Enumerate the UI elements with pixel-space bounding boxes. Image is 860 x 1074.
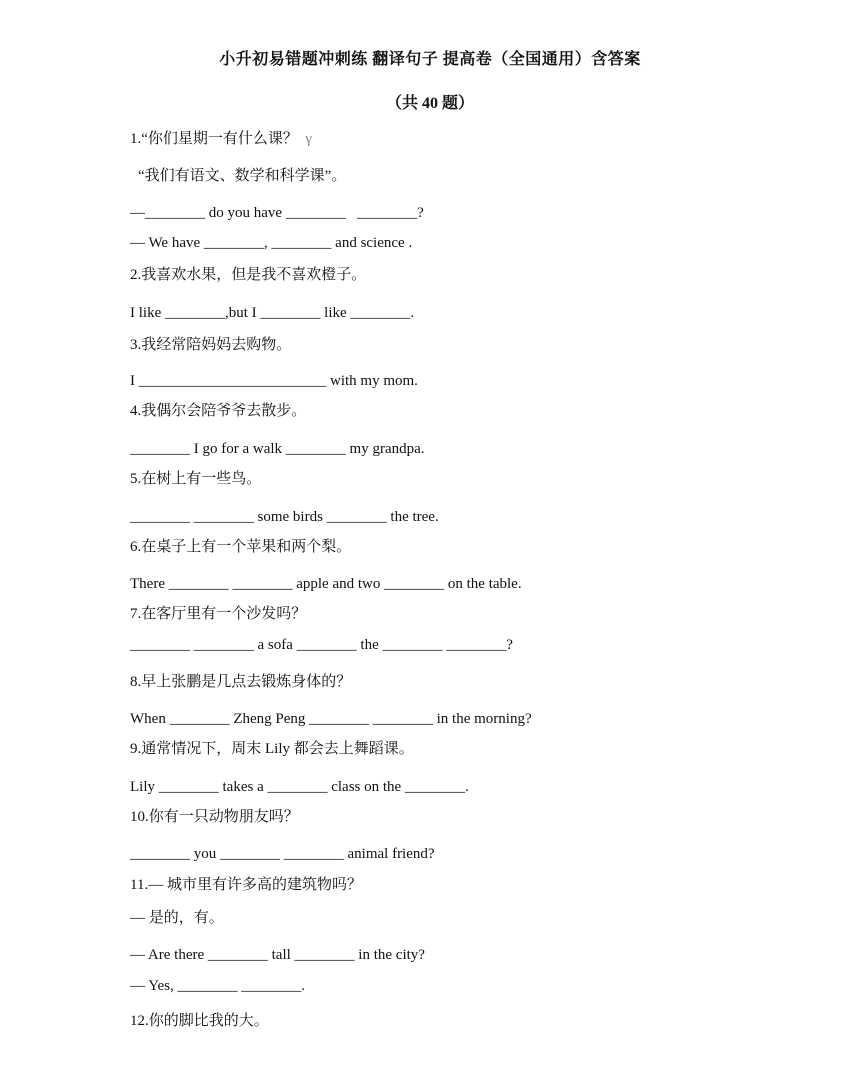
question-8-answer-line: When ________ Zheng Peng ________ ________ in the morning? [130, 711, 532, 727]
question-1-answer-line-1: —________ do you have ________ ________? [130, 205, 424, 221]
document-title: 小升初易错题冲刺练 翻译句子 提高卷（全国通用）含答案 [219, 51, 641, 68]
question-10-prompt: 10.你有一只动物朋友吗？ [130, 809, 299, 825]
question-10-answer-line: ________ you ________ ________ animal friend? [130, 846, 435, 862]
question-9-prompt: 9.通常情况下，周末 Lily 都会去上舞蹈课。 [130, 741, 414, 757]
question-11-prompt-2: — 是的，有。 [130, 910, 224, 926]
question-4-prompt: 4.我偶尔会陪爷爷去散步。 [130, 403, 307, 419]
question-5-answer-line: ________ ________ some birds ________ the tree. [130, 509, 439, 525]
question-2-prompt: 2.我喜欢水果，但是我不喜欢橙子。 [130, 267, 367, 283]
question-6-answer-line: There ________ ________ apple and two ________ on the table. [130, 576, 522, 592]
question-11-answer-line-1: — Are there ________ tall ________ in the city? [130, 947, 425, 963]
stray-mark: γ [305, 131, 313, 147]
document-subtitle: （共 40 题） [385, 95, 474, 112]
question-1-prompt: 1.“你们星期一有什么课？ γ [130, 131, 313, 147]
question-7-answer-line: ________ ________ a sofa ________ the ________ ________? [130, 637, 513, 653]
question-8-prompt: 8.早上张鹏是几点去锻炼身体的？ [130, 674, 352, 690]
question-12-prompt: 12.你的脚比我的大。 [130, 1013, 269, 1029]
question-3-prompt: 3.我经常陪妈妈去购物。 [130, 337, 292, 353]
question-6-prompt: 6.在桌子上有一个苹果和两个梨。 [130, 539, 352, 555]
question-1-answer-line-2: — We have ________, ________ and science . [130, 235, 413, 251]
question-5-prompt: 5.在树上有一些鸟。 [130, 471, 262, 487]
question-3-answer-line: I _________________________ with my mom. [130, 373, 418, 389]
question-1-prompt-2: “我们有语文、数学和科学课”。 [138, 168, 347, 184]
question-2-answer-line: I like ________,but I ________ like ________. [130, 305, 415, 321]
question-11-prompt: 11.— 城市里有许多高的建筑物吗？ [130, 877, 362, 893]
question-7-prompt: 7.在客厅里有一个沙发吗？ [130, 606, 307, 622]
question-9-answer-line: Lily ________ takes a ________ class on the ________. [130, 779, 469, 795]
question-4-answer-line: ________ I go for a walk ________ my grandpa. [130, 441, 425, 457]
question-11-answer-line-2: — Yes, ________ ________. [130, 978, 306, 994]
